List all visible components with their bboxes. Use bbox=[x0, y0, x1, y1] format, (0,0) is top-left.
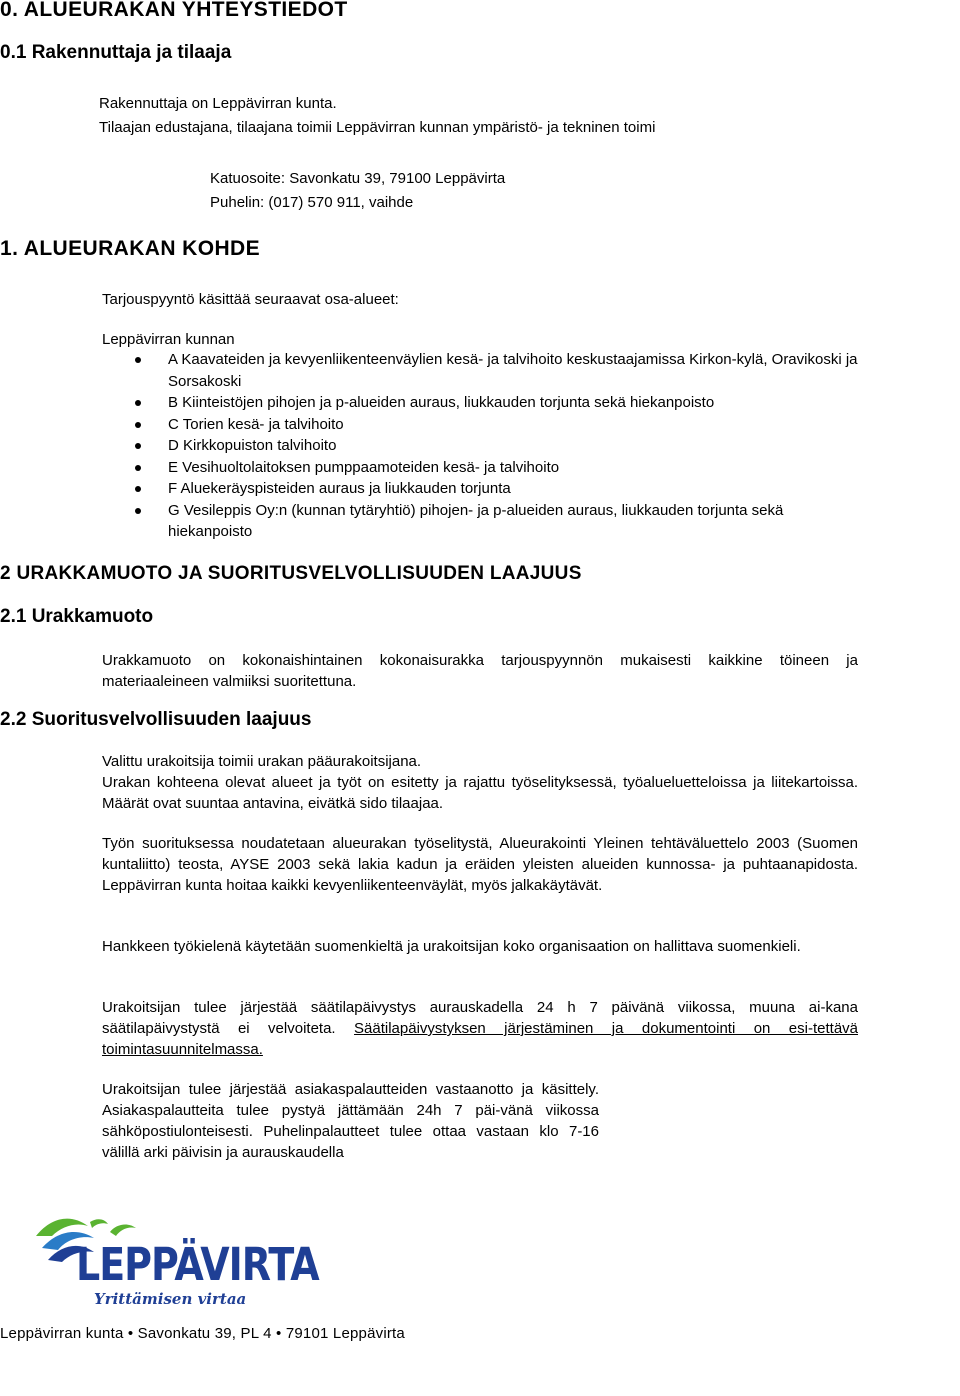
bullet-icon bbox=[135, 400, 141, 406]
paragraph-1b: Urakan kohteena olevat alueet ja työt on esitetty ja rajattu työselityksessä, työalueluetteloissa ja liitekartoissa. Määrät ovat suuntaa antavina, eivätkä sido tilaajaa. bbox=[102, 774, 858, 812]
client-line-1: Rakennuttaja on Leppävirran kunta. bbox=[99, 95, 337, 112]
paragraph-4-text: Urakoitsijan tulee järjestää säätilapäivystys aurauskadella 24 h 7 päivänä viikossa, muuna ai-kana säätilapäivystystä ei velvoiteta. bbox=[102, 999, 858, 1037]
phone-number: Puhelin: (017) 570 911, vaihde bbox=[210, 194, 414, 211]
list-item: A Kaavateiden ja kevyenliikenteenväylien kesä- ja talvihoito keskustaajamissa Kirkon-kylä, Oravikoski ja Sorsakoski bbox=[135, 349, 860, 392]
section-0-1-title: 0.1 Rakennuttaja ja tilaaja bbox=[0, 42, 232, 63]
client-line-2: Tilaajan edustajana, tilaajana toimii Leppävirran kunnan ympäristö- ja tekninen toimi bbox=[99, 119, 656, 136]
paragraph-2: Työn suorituksessa noudatetaan alueurakan työselitystä, Alueurakointi Yleinen tehtäväluettelo 2003 (Suomen kuntaliitto) teosta, AYSE 2003 sekä lakia kadun ja eräiden yleisten alueiden kunnossa- ja puhtaanapidosta. Leppävirran kunta hoitaa kaikki kevyenliikenteenväylät, myös jalkakäytävät. bbox=[102, 835, 858, 894]
list-item: E Vesihuoltolaitoksen pumppaamoteiden kesä- ja talvihoito bbox=[135, 457, 860, 479]
list-item: B Kiinteistöjen pihojen ja p-alueiden auraus, liukkauden torjunta sekä hiekanpoisto bbox=[135, 392, 860, 414]
list-item: F Aluekeräyspisteiden auraus ja liukkauden torjunta bbox=[135, 478, 860, 500]
list-item: G Vesileppis Oy:n (kunnan tytäryhtiö) pihojen- ja p-alueiden auraus, liukkauden torjunta sekä hiekanpoisto bbox=[135, 500, 860, 543]
street-address: Katuosoite: Savonkatu 39, 79100 Leppävirta bbox=[210, 170, 506, 187]
list-item: D Kirkkopuiston talvihoito bbox=[135, 435, 860, 457]
bullet-icon bbox=[135, 443, 141, 449]
section-1-title: 1. ALUEURAKAN KOHDE bbox=[0, 237, 260, 260]
section-2-1-title: 2.1 Urakkamuoto bbox=[0, 606, 154, 627]
logo-slogan: Yrittämisen virtaa bbox=[94, 1290, 247, 1308]
section-2-2-title: 2.2 Suoritusvelvollisuuden laajuus bbox=[0, 709, 312, 730]
paragraph-3: Hankkeen työkielenä käytetään suomenkieltä ja urakoitsijan koko organisaation on hallittava suomenkieli. bbox=[102, 938, 801, 955]
list-item: C Torien kesä- ja talvihoito bbox=[135, 414, 860, 436]
logo-wordmark: LEPPÄVIRTA bbox=[76, 1238, 319, 1291]
scope-list bbox=[135, 349, 860, 543]
paragraph-4-underlined: Säätilapäivystyksen järjestäminen ja dokumentointi on esi-tettävä toimintasuunnitelmassa. bbox=[102, 1020, 859, 1058]
paragraph-1a: Valittu urakoitsija toimii urakan pääurakoitsijana. bbox=[102, 753, 422, 770]
bullet-icon bbox=[135, 465, 141, 471]
bullet-icon bbox=[135, 357, 141, 363]
bullet-icon bbox=[135, 422, 141, 428]
section-0-title: 0. ALUEURAKAN YHTEYSTIEDOT bbox=[0, 0, 348, 21]
section-2-title: 2 URAKKAMUOTO JA SUORITUSVELVOLLISUUDEN LAAJUUS bbox=[0, 563, 582, 584]
footer-address: Leppävirran kunta • Savonkatu 39, PL 4 • 79101 Leppävirta bbox=[0, 1325, 405, 1342]
bullet-icon bbox=[135, 486, 141, 492]
paragraph-5: Urakoitsijan tulee järjestää asiakaspalautteiden vastaanotto ja käsittely. Asiakaspalautteita tulee pystyä jättämään 24h 7 päi-vänä viikossa sähköpostiulonteisesti. Puhelinpalautteet tulee ottaa vastaan klo 7-16 välillä arki päivisin ja aurauskaudella bbox=[102, 1081, 599, 1161]
list-heading: Leppävirran kunnan bbox=[102, 331, 235, 348]
bullet-icon bbox=[135, 508, 141, 514]
leppavirta-logo bbox=[32, 1210, 319, 1310]
paragraph-4 bbox=[102, 997, 858, 1060]
contract-type-text: Urakkamuoto on kokonaishintainen kokonaisurakka tarjouspyynnön mukaisesti kaikkine töineen ja materiaaleineen valmiiksi suoritettuna. bbox=[102, 652, 858, 690]
scope-intro: Tarjouspyyntö käsittää seuraavat osa-alueet: bbox=[102, 291, 399, 308]
